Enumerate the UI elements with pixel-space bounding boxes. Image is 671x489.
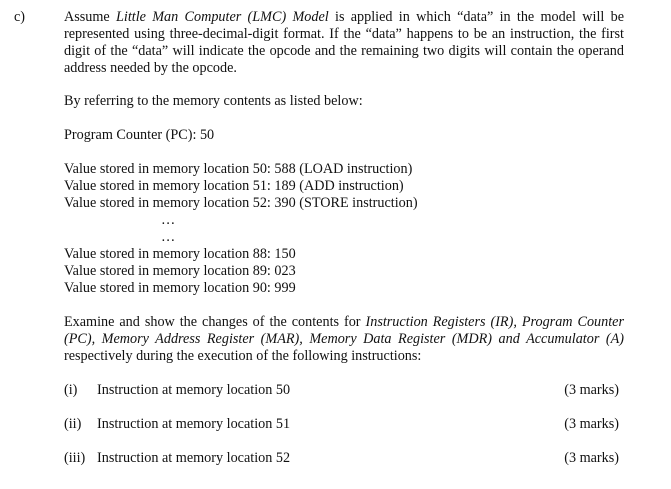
- memory-line: Value stored in memory location 89: 023: [64, 263, 296, 279]
- memory-line: Value stored in memory location 51: 189 (ADD instruction): [64, 178, 404, 194]
- sub-question-text: Instruction at memory location 52: [97, 450, 291, 466]
- memory-line: Value stored in memory location 52: 390 (STORE instruction): [64, 195, 418, 211]
- examine-paragraph: [64, 314, 624, 365]
- marks-label: (3 marks): [564, 416, 619, 432]
- examine-line: (PC), Memory Address Register (MAR), Memory Data Register (MDR) and Accumulator (A): [64, 331, 624, 347]
- memory-line: Value stored in memory location 90: 999: [64, 280, 296, 296]
- marks-label: (3 marks): [564, 450, 619, 466]
- examine-line: respectively during the execution of the following instructions:: [64, 348, 422, 364]
- intro-line: Assume Little Man Computer (LMC) Model is applied in which “data” in the model will be: [64, 9, 624, 25]
- intro-paragraph: [64, 9, 624, 77]
- question-label: c): [14, 9, 26, 25]
- sub-question-number: (iii): [64, 450, 86, 466]
- examine-line: Examine and show the changes of the contents for Instruction Registers (IR), Program Counter: [64, 314, 624, 330]
- program-counter-text: Program Counter (PC): 50: [64, 127, 215, 143]
- sub-question-text: Instruction at memory location 51: [97, 416, 291, 432]
- marks-label: (3 marks): [564, 382, 619, 398]
- intro-line: digit of the “data” will indicate the opcode and the remaining two digits will contain the operand: [64, 43, 624, 59]
- sub-question-text: Instruction at memory location 50: [97, 382, 291, 398]
- ellipsis: …: [161, 229, 176, 245]
- intro-line: represented using three-decimal-digit format. If the “data” happens to be an instruction, the first: [64, 26, 624, 42]
- ellipsis: …: [161, 212, 176, 228]
- sub-question-number: (i): [64, 382, 78, 398]
- intro-line: address needed by the opcode.: [64, 60, 237, 76]
- sub-question-number: (ii): [64, 416, 82, 432]
- memory-line: Value stored in memory location 50: 588 (LOAD instruction): [64, 161, 413, 177]
- memory-line: Value stored in memory location 88: 150: [64, 246, 296, 262]
- referring-text: By referring to the memory contents as listed below:: [64, 93, 363, 109]
